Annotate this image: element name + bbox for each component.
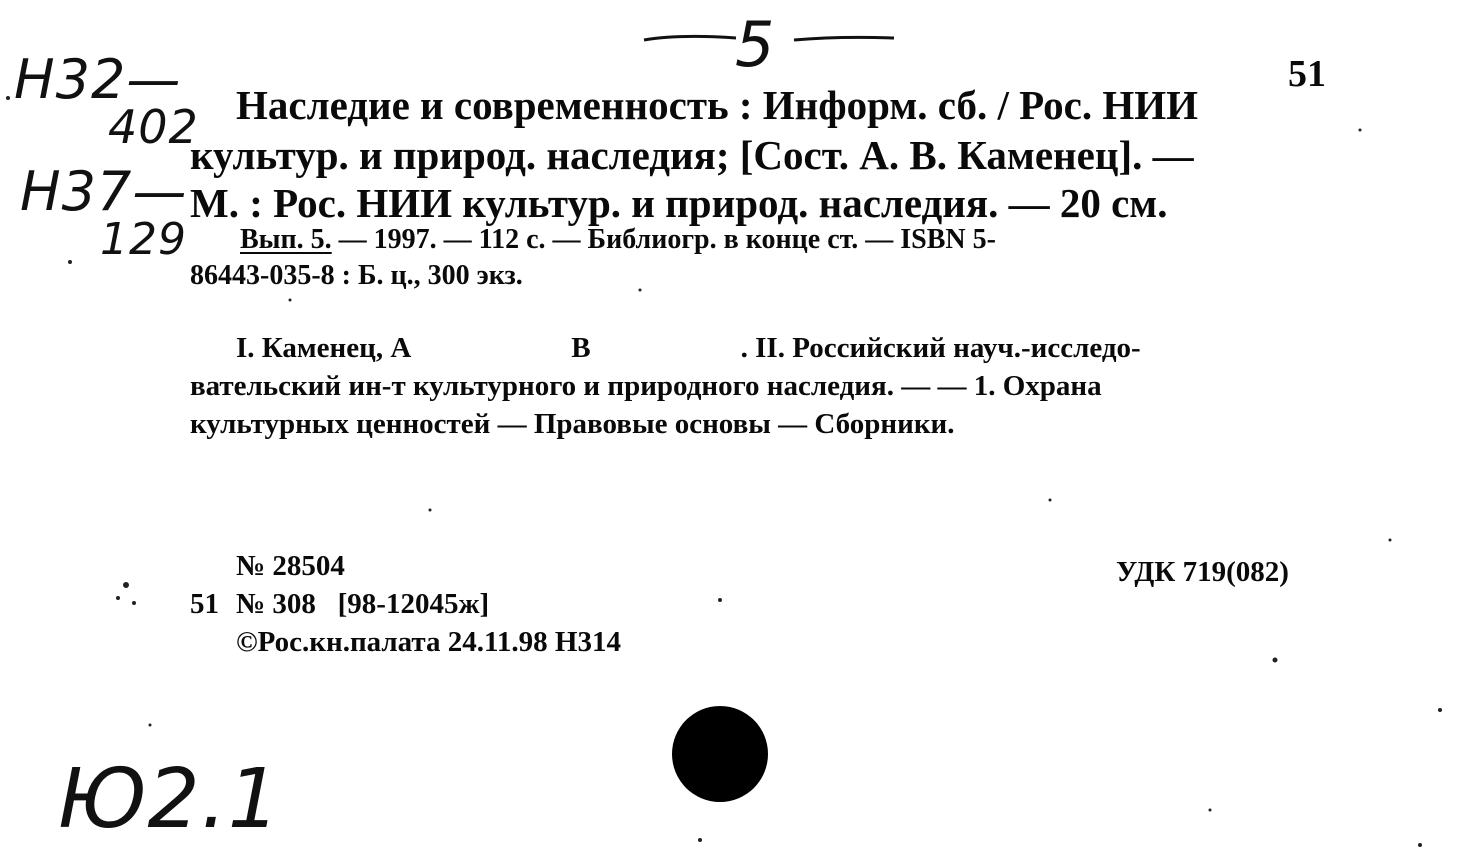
udk-code: УДК 719(082) bbox=[1116, 556, 1289, 588]
entry-title-line-3: М. : Рос. НИИ культур. и природ. наследия. — 20 см. bbox=[190, 180, 1168, 226]
registration-number: № 28504 bbox=[236, 550, 345, 582]
card-number: 51 bbox=[1288, 53, 1326, 95]
footer-card-prefix: 51 bbox=[190, 588, 219, 620]
shelf-mark-2-bottom: 129 bbox=[100, 214, 187, 265]
entry-title-line-2: культур. и природ. наследия; [Сост. А. В. Каменец]. — bbox=[190, 132, 1194, 178]
handwritten-bottom-mark: Ю2.1 bbox=[58, 752, 281, 847]
shelf-mark-1-top: Н32— bbox=[14, 48, 182, 111]
shelf-mark-1-bottom: 402 bbox=[108, 100, 199, 154]
chamber-copyright: ©Рос.кн.палата 24.11.98 Н314 bbox=[236, 626, 621, 658]
shelf-mark-2-top: Н37— bbox=[20, 160, 188, 223]
subject-initial: В bbox=[571, 332, 591, 364]
entry-title-text-1: Наследие и современность : Информ. сб. / Рос. НИИ bbox=[236, 82, 1199, 128]
footer-record-number: № 308 [98-12045ж] bbox=[236, 588, 490, 620]
handwritten-page-number: 5 bbox=[735, 8, 776, 81]
issue-number: Вып. 5. bbox=[240, 224, 332, 255]
issue-line-2: 86443-035-8 : Б. ц., 300 экз. bbox=[190, 260, 523, 291]
subject-institute-start: . II. Российский науч.-исследо- bbox=[740, 332, 1141, 364]
subject-author: I. Каменец, А bbox=[236, 332, 412, 364]
subjects-line-3: культурных ценностей — Правовые основы — Сборники. bbox=[190, 408, 955, 440]
issue-details: — 1997. — 112 с. — Библиогр. в конце ст. — ISBN 5- bbox=[331, 224, 996, 255]
subjects-line-2: вательский ин-т культурного и природного наследия. — — 1. Охрана bbox=[190, 370, 1102, 402]
